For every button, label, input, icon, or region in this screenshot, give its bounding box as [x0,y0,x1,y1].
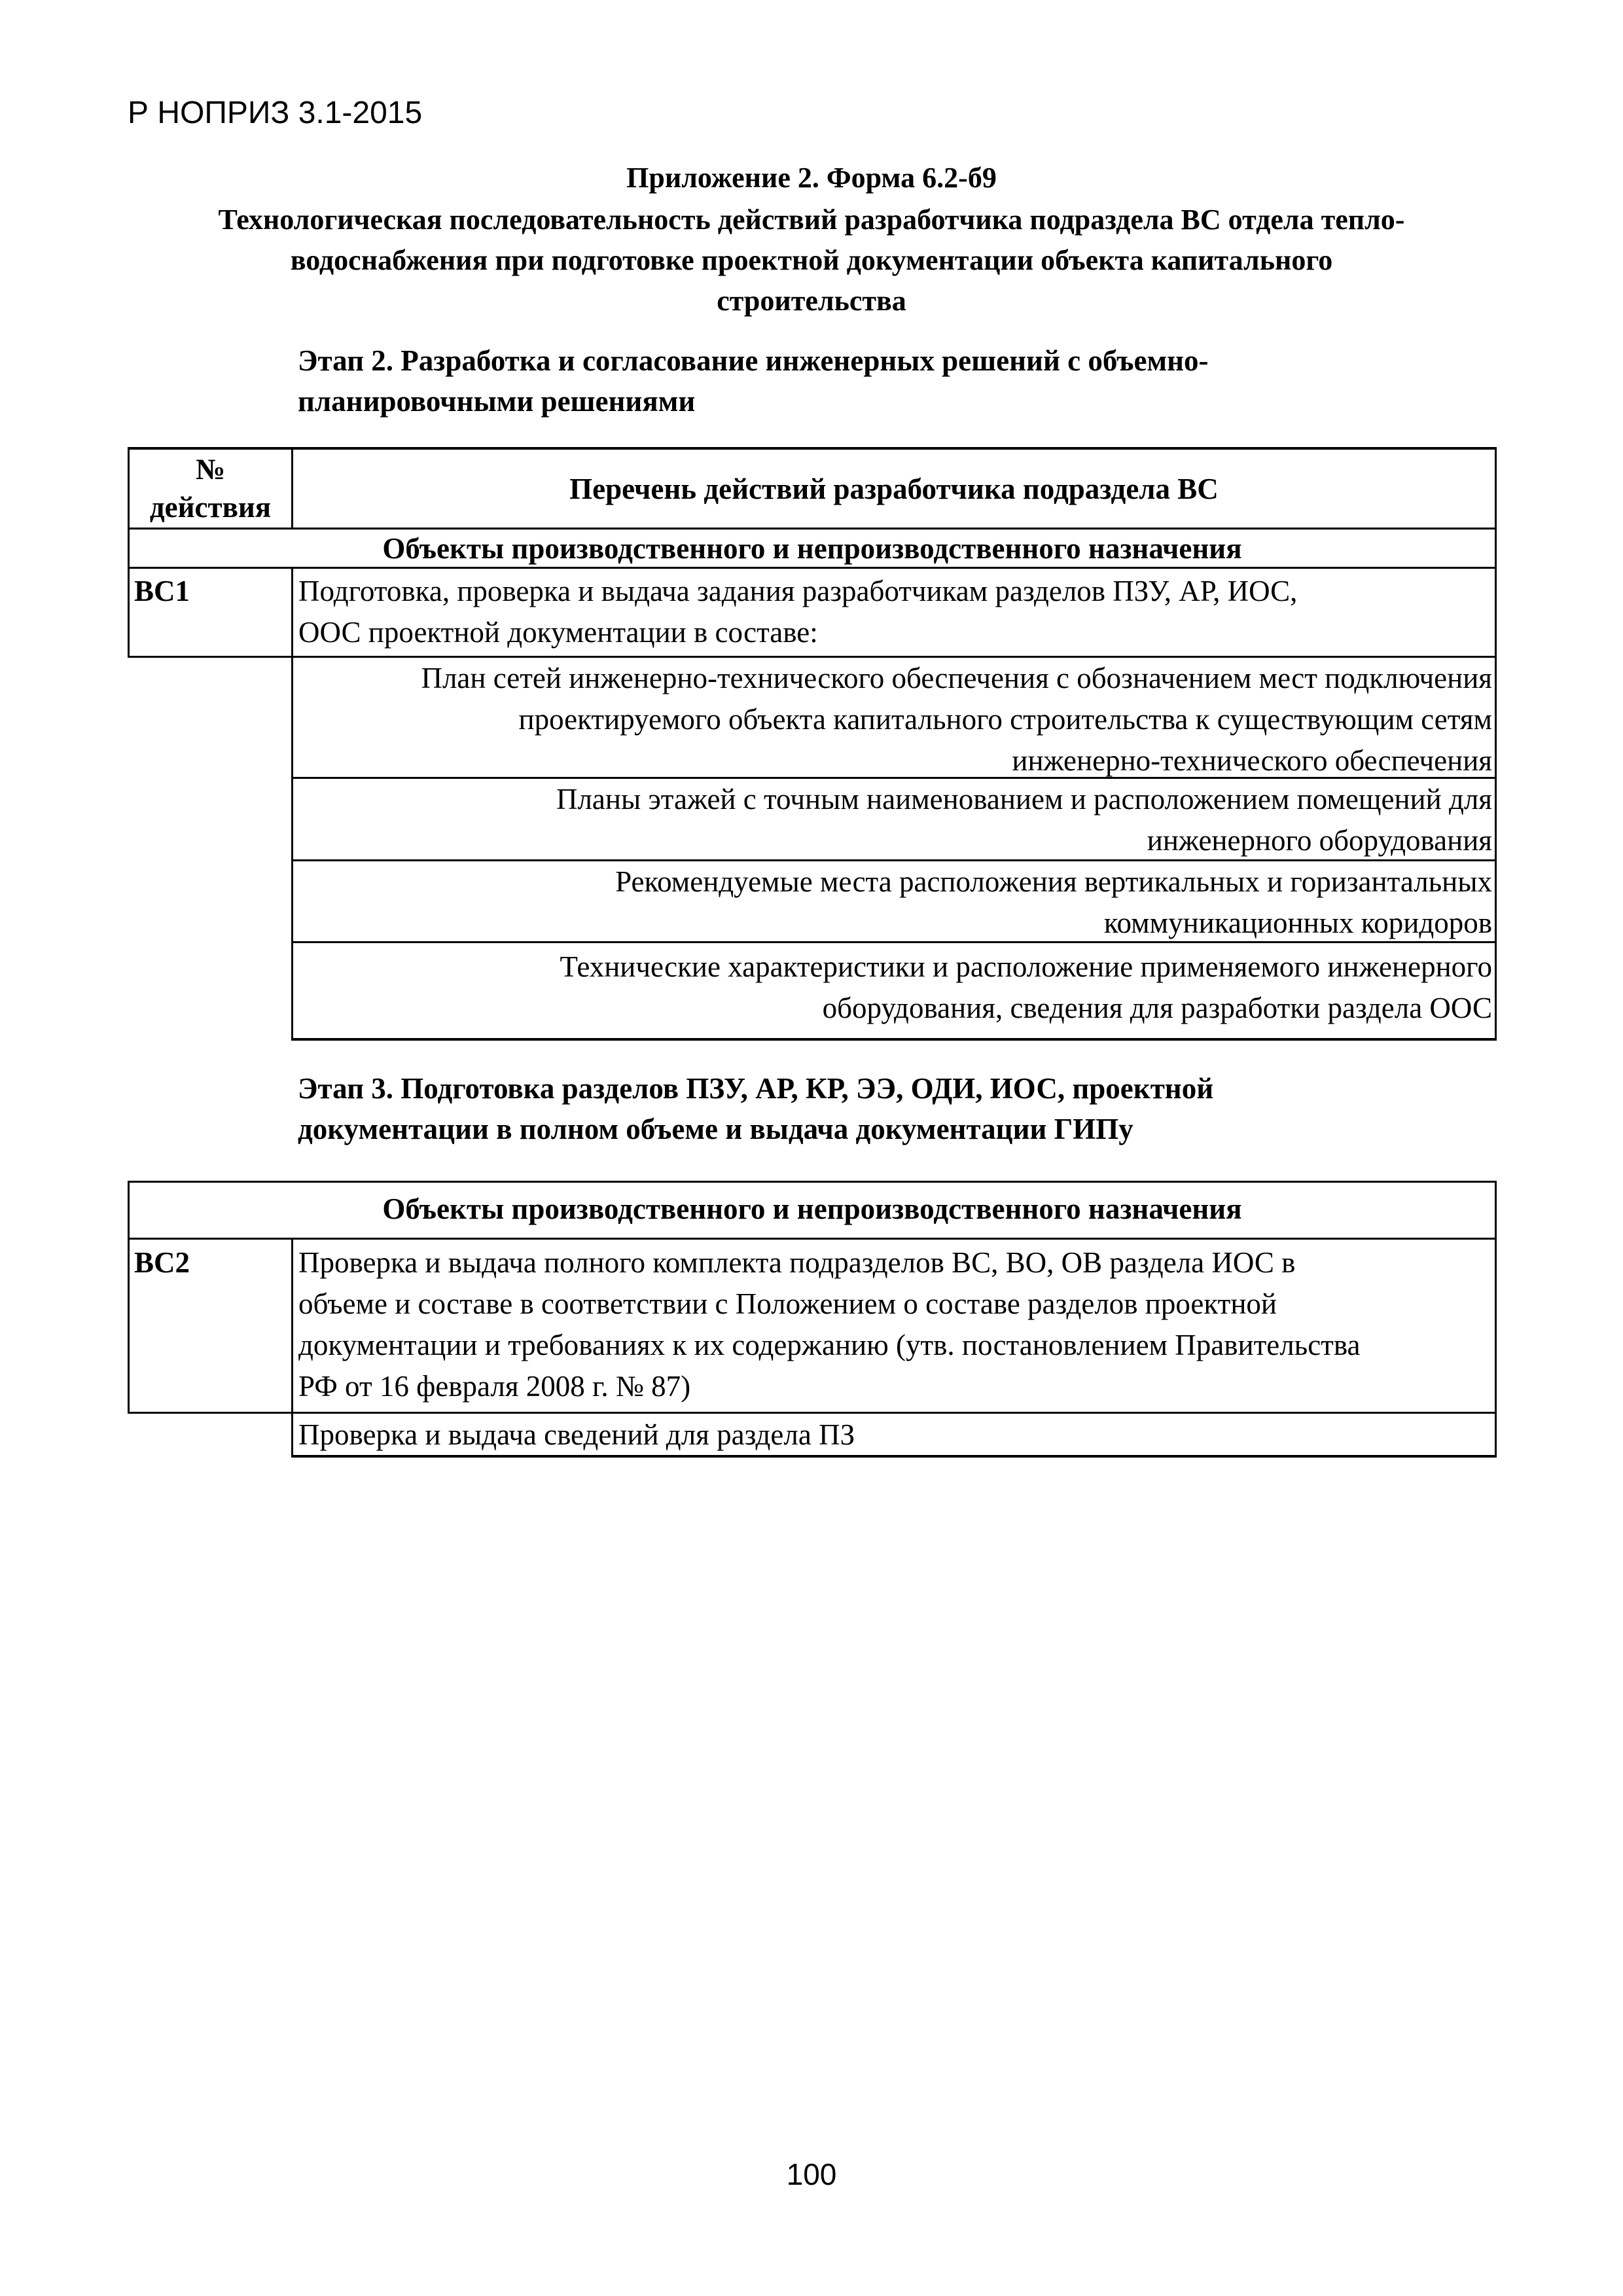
text-line: Проверка и выдача полного комплекта подразделов ВС, ВО, ОВ раздела ИОС в [298,1246,1296,1279]
table-border-bottom [291,1038,1497,1041]
section-header: Объекты производственного и непроизводственного назначения [382,1193,1242,1225]
text-line: коммуникационных коридоров [1103,906,1492,939]
title-line: Технологическая последовательность действий разработчика подраздела ВС отдела тепло- [218,204,1405,236]
table-column-divider [291,1238,293,1458]
table-border-top [128,447,1497,450]
action-description [298,1242,1493,1407]
action-description [298,571,1493,653]
text-line: инженерно-технического обеспечения [1012,744,1492,777]
table-divider [128,1238,1497,1240]
text-line: РФ от 16 февраля 2008 г. № 87) [298,1370,691,1403]
stage2-heading [298,340,1489,422]
document-title [128,200,1495,321]
section-header: Объекты производственного и непроизводственного назначения [382,532,1242,565]
table-divider [128,1412,1497,1414]
text-line: проектируемого объекта капитального строительства к существующим сетям [518,703,1492,736]
table-border-bottom [291,1455,1497,1458]
action-number: ВС2 [134,1246,190,1279]
text-line: ООС проектной документации в составе: [298,616,818,649]
text-line: Подготовка, проверка и выдача задания разработчикам разделов ПЗУ, АР, ИОС, [298,575,1298,607]
stage3-heading [298,1068,1489,1149]
appendix-title: Приложение 2. Форма 6.2-б9 [626,162,997,194]
stage2-heading-line: Этап 2. Разработка и согласование инженерных решений с объемно- [298,344,1209,377]
table-border-top [128,1181,1497,1183]
text-line: Планы этажей с точным наименованием и расположением помещений для [556,783,1492,816]
subitem [293,658,1492,781]
stage3-heading-line: Этап 3. Подготовка разделов ПЗУ, АР, КР, ЭЭ, ОДИ, ИОС, проектной [298,1072,1214,1105]
text-line: Рекомендуемые места расположения вертикальных и горизантальных [615,865,1492,898]
text-line: документации и требованиях к их содержанию (утв. постановлением Правительства [298,1329,1361,1361]
column-header-number [130,450,291,526]
action-number: ВС1 [134,575,190,607]
column-header-line: № [195,453,226,486]
table-border-right [1495,447,1497,1041]
subitem [293,861,1492,944]
text-line: Технические характеристики и расположение применяемого инженерного [560,950,1492,983]
text-line: План сетей инженерно-технического обеспечения с обозначением мест подключения [421,662,1492,694]
text-line: инженерного оборудования [1147,824,1492,857]
document-code: Р НОПРИЗ 3.1-2015 [128,96,423,130]
text-line: объеме и составе в соответствии с Положением о составе разделов проектной [298,1287,1277,1320]
text-line: оборудования, сведения для разработки раздела ООС [822,992,1492,1024]
column-header-actions: Перечень действий разработчика подраздела ВС [569,473,1219,505]
stage3-heading-line: документации в полном объеме и выдача документации ГИПу [298,1113,1133,1145]
page-number: 100 [786,2157,837,2191]
column-header-line: действия [149,491,272,524]
extra-action: Проверка и выдача сведений для раздела ПЗ [298,1418,855,1451]
subitem [293,779,1492,861]
title-line: водоснабжения при подготовке проектной документации объекта капитального [290,244,1333,276]
stage2-heading-line: планировочными решениями [298,385,696,418]
table-border-right [1495,1181,1497,1458]
title-line: строительства [717,285,906,317]
subitem [293,946,1492,1029]
